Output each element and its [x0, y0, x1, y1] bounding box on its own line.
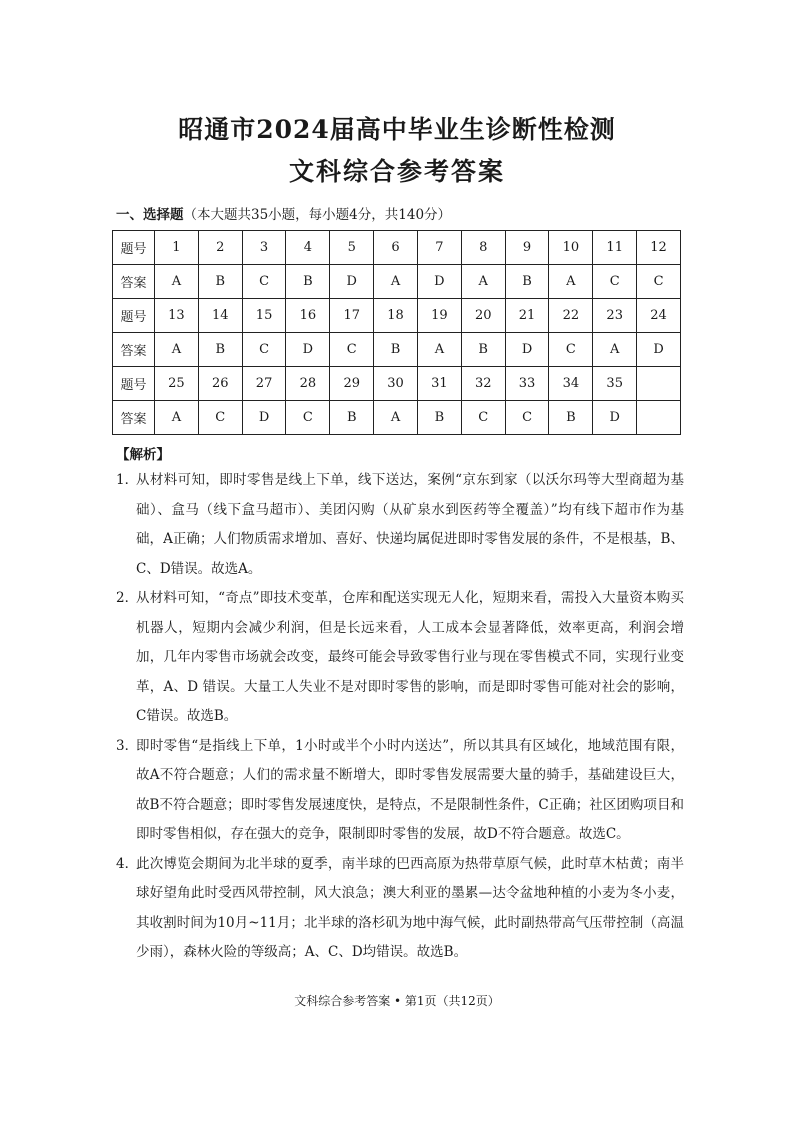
table-cell: 5	[330, 231, 374, 265]
table-row	[113, 265, 681, 299]
table-cell: 6	[374, 231, 418, 265]
item-number: 1．	[116, 472, 139, 488]
table-cell: C	[198, 401, 242, 435]
table-cell: 10	[549, 231, 593, 265]
table-cell: 33	[505, 367, 549, 401]
table-row	[113, 401, 681, 435]
table-row	[113, 367, 681, 401]
table-cell: D	[593, 401, 637, 435]
page-title: 昭通市2024届高中毕业生诊断性检测	[178, 115, 616, 144]
table-cell: A	[461, 265, 505, 299]
table-cell: 17	[330, 299, 374, 333]
table-cell: 1	[155, 231, 199, 265]
table-cell: 9	[505, 231, 549, 265]
table-cell: B	[549, 401, 593, 435]
table-cell: A	[155, 333, 199, 367]
table-cell: C	[593, 265, 637, 299]
analysis-item	[116, 584, 684, 732]
table-cell: 32	[461, 367, 505, 401]
table-cell: 22	[549, 299, 593, 333]
item-number: 2．	[116, 590, 139, 606]
table-cell: 26	[198, 367, 242, 401]
item-text: 即时零售“是指线上下单，1小时或半个小时内送达”，所以其具有区域化，地域范围有限，故A不符合题意；人们的需求量不断增大，即时零售发展需要大量的骑手，基础建设巨大，故B不符合题意；即时零售发展速度快，是特点，不是限制性条件，C正确；社区团购项目和即时零售相似，存在强大的竞争，限制即时零售的发展，故D不符合题意。故选C。	[136, 737, 684, 842]
table-cell: D	[417, 265, 461, 299]
table-cell: A	[374, 401, 418, 435]
table-cell	[637, 367, 681, 401]
table-cell: C	[286, 401, 330, 435]
table-cell: 11	[593, 231, 637, 265]
table-cell: 20	[461, 299, 505, 333]
table-cell: 8	[461, 231, 505, 265]
table-cell: 12	[637, 231, 681, 265]
table-cell: 18	[374, 299, 418, 333]
table-cell: 7	[417, 231, 461, 265]
table-cell: B	[461, 333, 505, 367]
table-cell: A	[155, 401, 199, 435]
table-cell: B	[330, 401, 374, 435]
table-cell: D	[242, 401, 286, 435]
table-cell: C	[637, 265, 681, 299]
item-text: 从材料可知，“奇点”即技术变革，仓库和配送实现无人化，短期来看，需投入大量资本购买机器人，短期内会减少利润，但是长远来看，人工成本会显著降低，效率更高，利润会增加，几年内零售市场就会改变，最终可能会导致零售行业与现在零售模式不同，实现行业变革，A、D 错误。大量工人失业不是对即时零售的影响，而是即时零售可能对社会的影响，C错误。故选B。	[136, 590, 684, 724]
table-cell: 16	[286, 299, 330, 333]
table-cell: 27	[242, 367, 286, 401]
table-cell: B	[505, 265, 549, 299]
table-cell: 25	[155, 367, 199, 401]
table-cell: C	[242, 333, 286, 367]
table-cell: 13	[155, 299, 199, 333]
table-cell: 24	[637, 299, 681, 333]
item-text: 此次博览会期间为北半球的夏季，南半球的巴西高原为热带草原气候，此时草木枯黄；南半球好望角此时受西风带控制，风大浪急；澳大利亚的墨累—达令盆地种植的小麦为冬小麦，其收割时间为10月~11月；北半球的洛杉矶为地中海气候，此时副热带高气压带控制（高温少雨），森林火险的等级高；A、C、D均错误。故选B。	[136, 855, 684, 960]
item-text: 从材料可知，即时零售是线上下单，线下送达，案例“京东到家（以沃尔玛等大型商超为基础）、盒马（线下盒马超市）、美团闪购（从矿泉水到医药等全覆盖）”均有线下超市作为基础，A正确；人们物质需求增加、喜好、快递均属促进即时零售发展的条件，不是根基，B、C、D错误。故选A。	[136, 472, 684, 577]
table-cell: 15	[242, 299, 286, 333]
table-cell: D	[637, 333, 681, 367]
table-cell: A	[417, 333, 461, 367]
row-header-cell: 题号	[113, 367, 155, 401]
table-row	[113, 231, 681, 265]
table-cell: A	[549, 265, 593, 299]
row-header-cell: 答案	[113, 401, 155, 435]
table-cell: 4	[286, 231, 330, 265]
table-cell: 14	[198, 299, 242, 333]
item-number: 3．	[116, 737, 139, 754]
analysis-item	[116, 850, 684, 968]
analysis-list	[116, 466, 684, 968]
page-subtitle: 文科综合参考答案	[288, 157, 505, 186]
row-header-cell: 题号	[113, 231, 155, 265]
table-cell: C	[505, 401, 549, 435]
table-cell: D	[286, 333, 330, 367]
table-cell: 34	[549, 367, 593, 401]
table-cell: 21	[505, 299, 549, 333]
table-cell: 31	[417, 367, 461, 401]
table-cell: C	[461, 401, 505, 435]
table-row	[113, 299, 681, 333]
table-cell: A	[374, 265, 418, 299]
section-heading	[116, 203, 451, 223]
table-cell: 28	[286, 367, 330, 401]
table-cell: 35	[593, 367, 637, 401]
table-cell: B	[286, 265, 330, 299]
row-header-cell: 答案	[113, 265, 155, 299]
table-cell: C	[242, 265, 286, 299]
table-cell: 2	[198, 231, 242, 265]
section-note: （本大题共35小题，每小题4分，共140分）	[183, 207, 452, 223]
table-cell: B	[198, 333, 242, 367]
table-cell: 23	[593, 299, 637, 333]
table-cell: 30	[374, 367, 418, 401]
table-cell: A	[593, 333, 637, 367]
table-cell: B	[198, 265, 242, 299]
table-cell: D	[505, 333, 549, 367]
row-header-cell: 答案	[113, 333, 155, 367]
table-cell	[637, 401, 681, 435]
table-cell: B	[417, 401, 461, 435]
table-cell: C	[330, 333, 374, 367]
page-footer: 文科综合参考答案 • 第1页（共12页）	[294, 994, 500, 1008]
table-cell: C	[549, 333, 593, 367]
table-cell: 19	[417, 299, 461, 333]
table-cell: 3	[242, 231, 286, 265]
analysis-item	[116, 732, 684, 850]
table-row	[113, 333, 681, 367]
item-number: 4．	[116, 855, 139, 872]
analysis-item	[116, 466, 684, 584]
table-cell: A	[155, 265, 199, 299]
analysis-heading: 【解析】	[116, 447, 170, 463]
answer-table	[112, 230, 681, 435]
row-header-cell: 题号	[113, 299, 155, 333]
section-title: 一、选择题	[116, 207, 184, 223]
table-cell: B	[374, 333, 418, 367]
table-cell: 29	[330, 367, 374, 401]
table-cell: D	[330, 265, 374, 299]
